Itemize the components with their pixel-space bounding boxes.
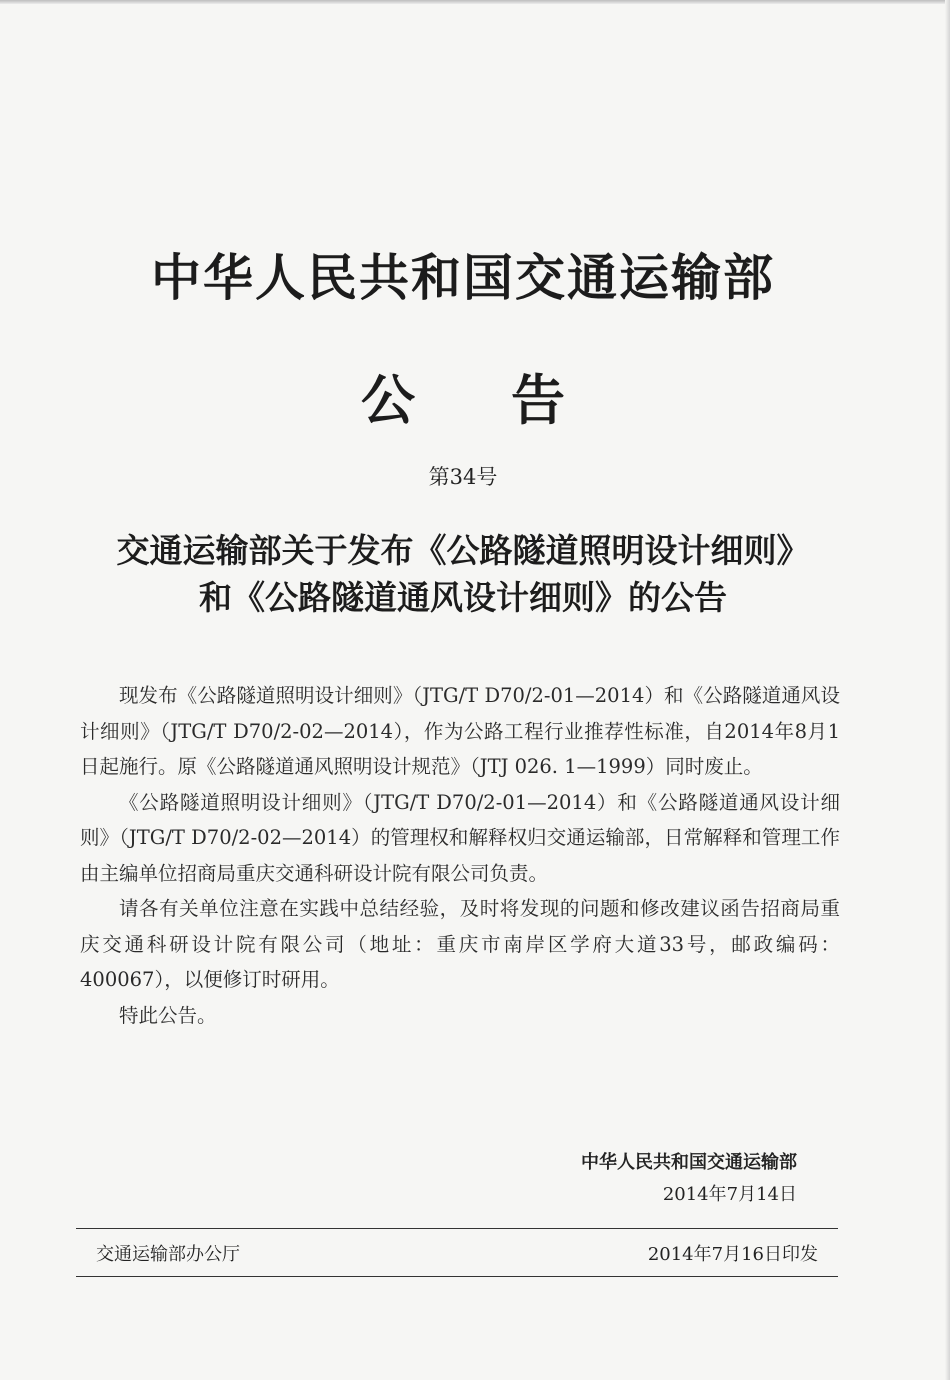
document-type-char: 公 xyxy=(361,368,415,432)
body-paragraph: 特此公告。 xyxy=(119,1003,217,1027)
print-date: 2014年7月16日印发 xyxy=(647,1244,818,1265)
footer-bottom-rule xyxy=(76,1276,838,1277)
issuing-office: 交通运输部办公厅 xyxy=(96,1244,240,1265)
scan-top-edge xyxy=(0,0,950,4)
announcement-body xyxy=(80,678,840,1033)
document-type-char: 告 xyxy=(511,368,565,432)
document-type-heading xyxy=(0,358,926,435)
document-number: 第34号 xyxy=(428,465,498,489)
signature-date: 2014年7月14日 xyxy=(662,1184,797,1205)
scan-right-edge xyxy=(945,0,950,1380)
title-line: 交通运输部关于发布《公路隧道照明设计细则》 xyxy=(116,531,810,570)
body-paragraph: 请各有关单位注意在实践中总结经验，及时将发现的问题和修改建议函告招商局重庆交通科研设计院有限公司（地址：重庆市南岸区学府大道33号，邮政编码：400067），以便修订时研用。 xyxy=(80,897,840,991)
issuer-heading: 中华人民共和国交通运输部 xyxy=(151,248,775,307)
body-paragraph: 现发布《公路隧道照明设计细则》（JTG/T D70/2-01—2014）和《公路隧道通风设计细则》（JTG/T D70/2-02—2014），作为公路工程行业推荐性标准，自2014年8月1日起施行。原《公路隧道通风照明设计规范》（JTJ 026. 1—1999）同时废止。 xyxy=(80,684,840,778)
title-line: 和《公路隧道通风设计细则》的公告 xyxy=(199,578,727,617)
signature-block xyxy=(581,1147,797,1211)
body-paragraph: 《公路隧道照明设计细则》（JTG/T D70/2-01—2014）和《公路隧道通风设计细则》（JTG/T D70/2-02—2014）的管理权和解释权归交通运输部，日常解释和管理工作由主编单位招商局重庆交通科研设计院有限公司负责。 xyxy=(80,790,840,885)
signature-organization: 中华人民共和国交通运输部 xyxy=(581,1152,797,1173)
footer-top-rule xyxy=(76,1228,838,1229)
announcement-title xyxy=(0,527,926,621)
